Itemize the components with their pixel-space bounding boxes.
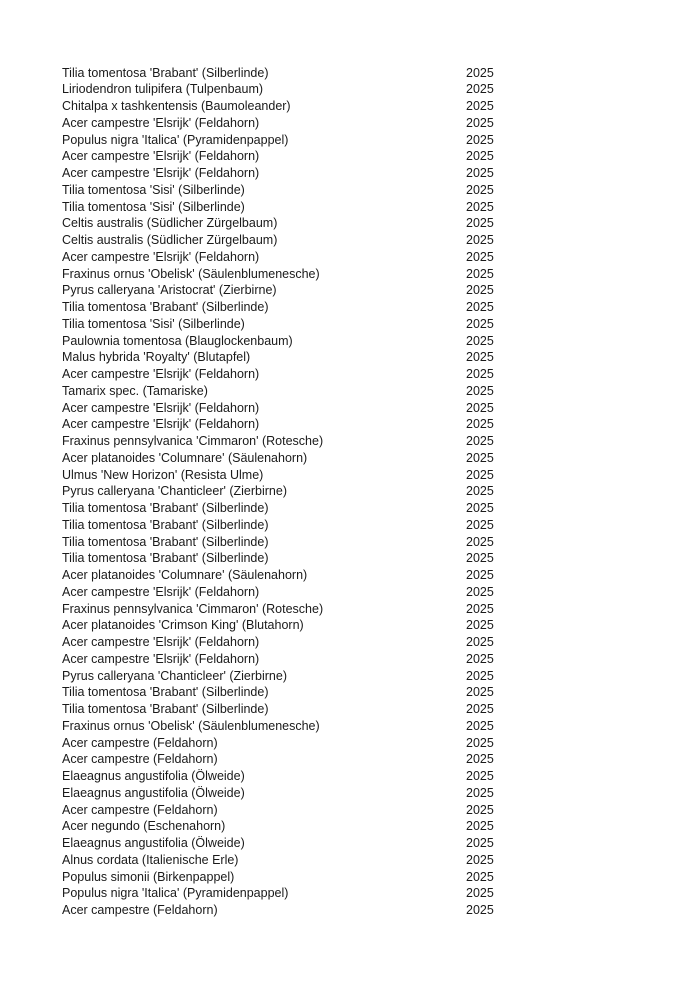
tree-species-label: Liriodendron tulipifera (Tulpenbaum) (62, 82, 264, 97)
list-item (62, 835, 700, 852)
tree-year-label: 2025 (466, 618, 494, 633)
tree-species-label: Acer campestre (Feldahorn) (62, 735, 218, 750)
tree-species-label: Tilia tomentosa 'Brabant' (Silberlinde) (62, 534, 269, 549)
list-item (62, 467, 700, 484)
tree-year-label: 2025 (466, 836, 494, 850)
tree-species-label: Tilia tomentosa 'Sisi' (Silberlinde) (62, 182, 245, 197)
tree-species-label: Pyrus calleryana 'Chanticleer' (Zierbirne) (62, 668, 287, 683)
list-item (62, 215, 700, 232)
tree-year-label: 2025 (466, 551, 494, 566)
tree-species-label: Fraxinus pennsylvanica 'Cimmaron' (Rotesche) (62, 434, 324, 448)
list-item (62, 416, 700, 433)
tree-year-label: 2025 (466, 132, 494, 147)
list-item (62, 282, 700, 299)
list-item (62, 266, 700, 283)
list-item (62, 182, 700, 199)
list-item (62, 550, 700, 567)
tree-species-label: Alnus cordata (Italienische Erle) (62, 852, 239, 867)
list-item (62, 132, 700, 149)
tree-species-label: Tamarix spec. (Tamariske) (62, 383, 208, 398)
list-item (62, 668, 700, 685)
tree-year-label: 2025 (466, 601, 494, 616)
list-item (62, 433, 700, 450)
tree-year-label: 2025 (466, 182, 494, 197)
tree-year-label: 2025 (466, 65, 494, 80)
tree-year-label: 2025 (466, 283, 494, 298)
list-item (62, 601, 700, 618)
tree-year-label: 2025 (466, 383, 494, 398)
tree-year-label: 2025 (466, 886, 494, 901)
tree-year-label: 2025 (466, 350, 494, 365)
tree-year-label: 2025 (466, 501, 494, 515)
tree-species-label: Tilia tomentosa 'Brabant' (Silberlinde) (62, 517, 269, 532)
tree-species-label: Acer platanoides 'Columnare' (Säulenahorn) (62, 450, 308, 465)
tree-year-label: 2025 (466, 651, 494, 666)
tree-species-label: Tilia tomentosa 'Brabant' (Silberlinde) (62, 685, 269, 700)
tree-species-label: Celtis australis (Südlicher Zürgelbaum) (62, 216, 278, 231)
list-item (62, 199, 700, 216)
list-item (62, 316, 700, 333)
list-item (62, 165, 700, 182)
tree-species-label: Acer campestre 'Elsrijk' (Feldahorn) (62, 249, 260, 264)
tree-year-label: 2025 (466, 400, 494, 415)
list-item (62, 768, 700, 785)
tree-species-label: Malus hybrida 'Royalty' (Blutapfel) (62, 350, 251, 365)
list-item (62, 751, 700, 768)
tree-year-label: 2025 (466, 316, 494, 331)
tree-year-label: 2025 (466, 752, 494, 767)
tree-year-label: 2025 (466, 534, 494, 549)
list-item (62, 249, 700, 266)
tree-year-label: 2025 (466, 903, 494, 917)
list-item (62, 349, 700, 366)
list-item (62, 902, 700, 919)
list-item (62, 483, 700, 500)
list-item (62, 299, 700, 316)
tree-species-label: Tilia tomentosa 'Brabant' (Silberlinde) (62, 702, 269, 716)
tree-year-label: 2025 (466, 417, 494, 432)
tree-species-label: Tilia tomentosa 'Brabant' (Silberlinde) (62, 501, 269, 515)
tree-species-label: Acer platanoides 'Crimson King' (Blutahorn) (62, 618, 304, 633)
list-item (62, 735, 700, 752)
tree-year-label: 2025 (466, 802, 494, 817)
tree-species-label: Tilia tomentosa 'Brabant' (Silberlinde) (62, 65, 269, 80)
tree-year-label: 2025 (466, 115, 494, 130)
list-item (62, 584, 700, 601)
tree-year-label: 2025 (466, 216, 494, 231)
tree-year-label: 2025 (466, 149, 494, 164)
tree-species-label: Acer campestre 'Elsrijk' (Feldahorn) (62, 400, 260, 415)
tree-year-label: 2025 (466, 819, 494, 834)
tree-species-label: Populus nigra 'Italica' (Pyramidenpappel) (62, 886, 289, 901)
tree-year-label: 2025 (466, 333, 494, 348)
tree-species-label: Acer negundo (Eschenahorn) (62, 819, 226, 834)
list-item (62, 567, 700, 584)
list-item (62, 333, 700, 350)
list-item (62, 818, 700, 835)
list-item (62, 869, 700, 886)
tree-species-label: Acer campestre (Feldahorn) (62, 903, 218, 917)
tree-species-label: Pyrus calleryana 'Chanticleer' (Zierbirne) (62, 484, 287, 499)
list-item (62, 885, 700, 902)
tree-species-label: Acer platanoides 'Columnare' (Säulenahorn) (62, 568, 308, 582)
tree-species-label: Tilia tomentosa 'Brabant' (Silberlinde) (62, 300, 269, 314)
list-item (62, 718, 700, 735)
tree-species-label: Acer campestre 'Elsrijk' (Feldahorn) (62, 149, 260, 164)
tree-species-label: Acer campestre 'Elsrijk' (Feldahorn) (62, 635, 260, 649)
tree-year-label: 2025 (466, 769, 494, 783)
tree-year-label: 2025 (466, 434, 494, 448)
list-item (62, 701, 700, 718)
tree-species-label: Tilia tomentosa 'Sisi' (Silberlinde) (62, 199, 245, 214)
tree-year-label: 2025 (466, 266, 494, 281)
tree-species-label: Acer campestre 'Elsrijk' (Feldahorn) (62, 417, 260, 432)
tree-year-label: 2025 (466, 702, 494, 716)
list-item (62, 634, 700, 651)
tree-species-label: Celtis australis (Südlicher Zürgelbaum) (62, 233, 278, 247)
tree-species-label: Pyrus calleryana 'Aristocrat' (Zierbirne) (62, 283, 277, 298)
list-item (62, 684, 700, 701)
list-item (62, 366, 700, 383)
tree-year-label: 2025 (466, 869, 494, 884)
tree-species-label: Chitalpa x tashkentensis (Baumoleander) (62, 99, 291, 113)
list-item (62, 98, 700, 115)
list-item (62, 232, 700, 249)
tree-year-label: 2025 (466, 635, 494, 649)
tree-species-label: Elaeagnus angustifolia (Ölweide) (62, 836, 245, 850)
tree-year-label: 2025 (466, 517, 494, 532)
tree-species-label: Elaeagnus angustifolia (Ölweide) (62, 769, 245, 783)
list-item (62, 617, 700, 634)
tree-species-label: Fraxinus ornus 'Obelisk' (Säulenblumenesche) (62, 266, 320, 281)
tree-species-label: Tilia tomentosa 'Sisi' (Silberlinde) (62, 316, 245, 331)
list-item (62, 785, 700, 802)
tree-species-label: Paulownia tomentosa (Blauglockenbaum) (62, 333, 293, 348)
tree-year-label: 2025 (466, 249, 494, 264)
tree-year-label: 2025 (466, 233, 494, 247)
tree-species-label: Tilia tomentosa 'Brabant' (Silberlinde) (62, 551, 269, 566)
tree-species-label: Acer campestre (Feldahorn) (62, 802, 218, 817)
list-item (62, 148, 700, 165)
list-item (62, 81, 700, 98)
tree-year-label: 2025 (466, 166, 494, 180)
list-item (62, 65, 700, 82)
tree-species-label: Ulmus 'New Horizon' (Resista Ulme) (62, 467, 264, 482)
tree-year-label: 2025 (466, 82, 494, 97)
list-item (62, 450, 700, 467)
list-item (62, 651, 700, 668)
tree-species-label: Acer campestre 'Elsrijk' (Feldahorn) (62, 166, 260, 180)
tree-species-label: Populus simonii (Birkenpappel) (62, 869, 235, 884)
tree-year-label: 2025 (466, 484, 494, 499)
tree-species-label: Fraxinus ornus 'Obelisk' (Säulenblumenesche) (62, 718, 320, 733)
tree-species-label: Elaeagnus angustifolia (Ölweide) (62, 785, 245, 800)
tree-year-label: 2025 (466, 785, 494, 800)
tree-year-label: 2025 (466, 668, 494, 683)
tree-species-label: Acer campestre 'Elsrijk' (Feldahorn) (62, 651, 260, 666)
list-item (62, 400, 700, 417)
tree-species-label: Fraxinus pennsylvanica 'Cimmaron' (Rotesche) (62, 601, 324, 616)
list-item (62, 383, 700, 400)
tree-year-label: 2025 (466, 568, 494, 582)
tree-year-label: 2025 (466, 199, 494, 214)
tree-year-label: 2025 (466, 450, 494, 465)
tree-year-label: 2025 (466, 584, 494, 599)
tree-year-label: 2025 (466, 685, 494, 700)
tree-species-label: Acer campestre 'Elsrijk' (Feldahorn) (62, 584, 260, 599)
tree-species-label: Acer campestre 'Elsrijk' (Feldahorn) (62, 367, 260, 381)
list-item (62, 115, 700, 132)
list-item (62, 534, 700, 551)
list-item (62, 500, 700, 517)
tree-year-label: 2025 (466, 99, 494, 113)
tree-year-label: 2025 (466, 852, 494, 867)
tree-species-label: Acer campestre 'Elsrijk' (Feldahorn) (62, 115, 260, 130)
tree-list (62, 65, 700, 919)
tree-year-label: 2025 (466, 735, 494, 750)
list-item (62, 852, 700, 869)
tree-year-label: 2025 (466, 300, 494, 314)
tree-year-label: 2025 (466, 718, 494, 733)
list-item (62, 517, 700, 534)
tree-species-label: Populus nigra 'Italica' (Pyramidenpappel) (62, 132, 289, 147)
tree-year-label: 2025 (466, 467, 494, 482)
tree-species-label: Acer campestre (Feldahorn) (62, 752, 218, 767)
list-item (62, 802, 700, 819)
tree-year-label: 2025 (466, 367, 494, 381)
